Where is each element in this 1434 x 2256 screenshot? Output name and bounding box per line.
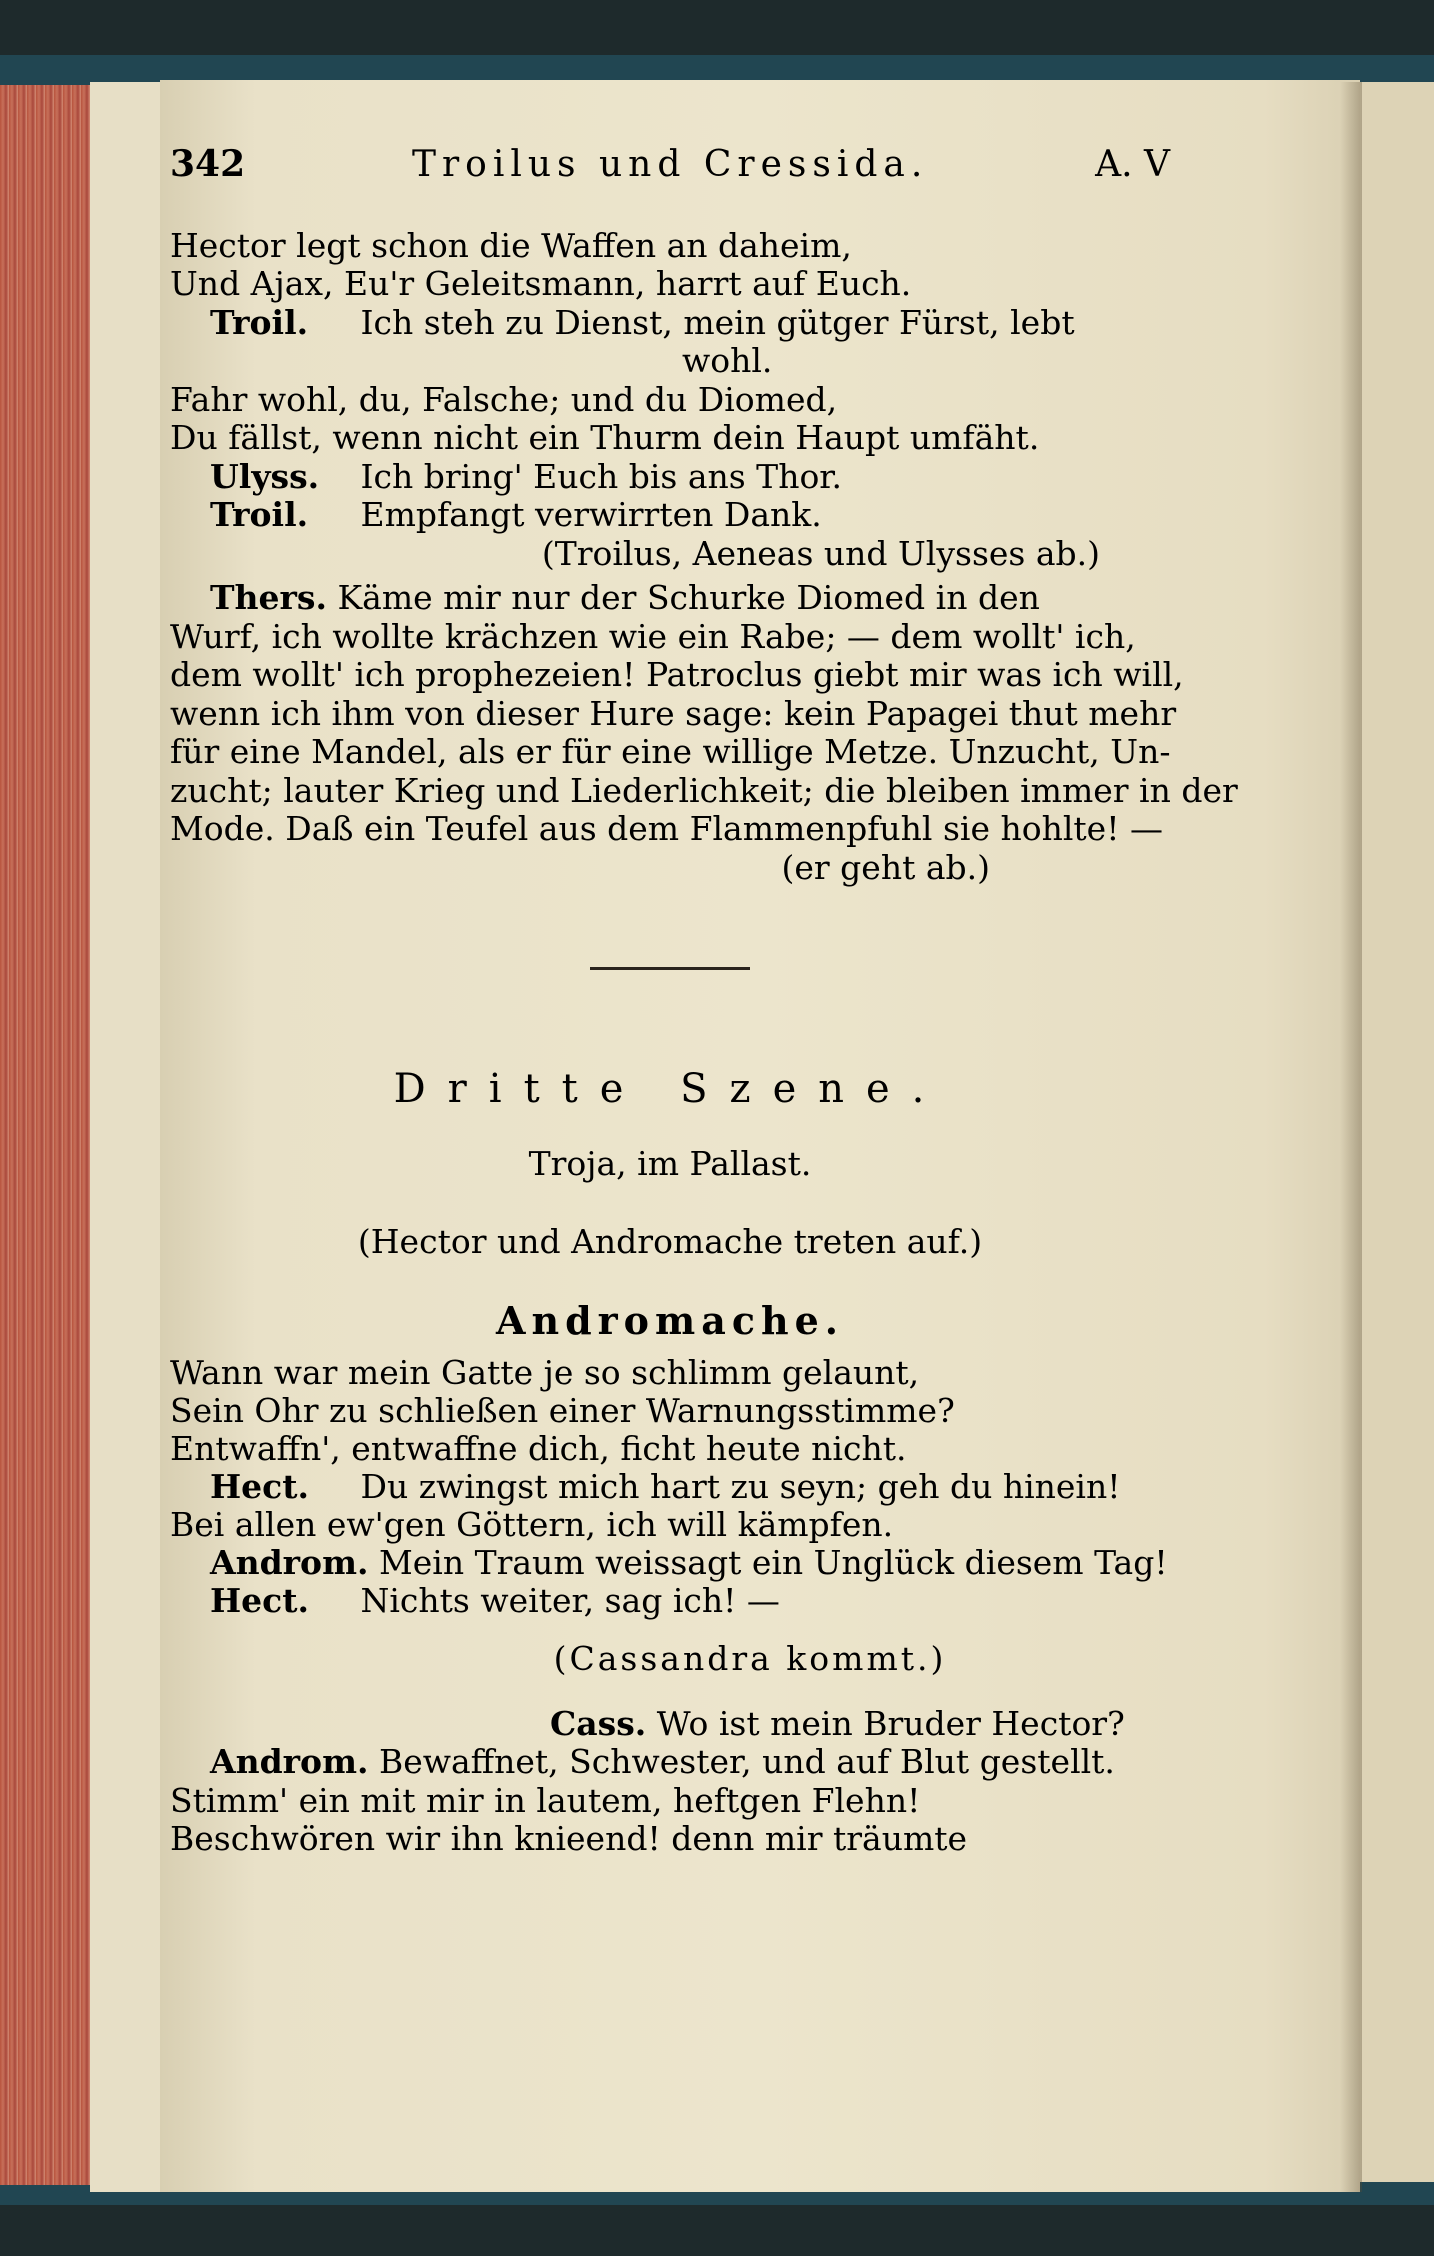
speaker-name: Hect.	[210, 1467, 309, 1506]
page-number: 342	[170, 143, 246, 185]
speaker-name: Thers.	[210, 578, 327, 617]
dialog-line	[170, 304, 1170, 343]
speech-text: Wo ist mein Bruder Hector?	[656, 1703, 1125, 1743]
verse-line: Bei allen ew'gen Göttern, ich will kämpfen.	[170, 1505, 894, 1544]
dialog-line	[170, 1544, 1170, 1582]
gutter-shadow	[1340, 82, 1362, 2192]
act-label: A. V	[1095, 144, 1170, 185]
speech-text: Empfangt verwirrten Dank.	[360, 495, 822, 534]
prose-line	[170, 579, 1170, 618]
speaker-heading: Andromache.	[495, 1297, 845, 1343]
prose-line: Wurf, ich wollte krächzen wie ein Rabe; — dem wollt' ich,	[170, 616, 1136, 656]
dialog-line	[170, 458, 1170, 497]
scene-title: Dritte Szene.	[393, 1066, 947, 1112]
speech-text: Ich bring' Euch bis ans Thor.	[360, 456, 842, 496]
prose-line: zucht; lauter Krieg und Liederlichkeit; die bleiben immer in der	[170, 770, 1238, 810]
dialog-line	[170, 1582, 1170, 1620]
speaker-name: Cass.	[550, 1703, 647, 1743]
speaker-name: Androm.	[210, 1742, 369, 1781]
speech-text: Käme mir nur der Schurke Diomed in den	[337, 578, 1040, 617]
verse-line: Sein Ohr zu schließen einer Warnungsstimme?	[170, 1391, 955, 1430]
verse-line: Und Ajax, Eu'r Geleitsmann, harrt auf Euch.	[170, 264, 912, 303]
verse-line: Entwaffn', entwaffne dich, ficht heute nicht.	[170, 1429, 907, 1468]
dialog-line	[170, 496, 1170, 535]
speaker-name: Troil.	[210, 302, 309, 342]
stage-direction: (Hector und Andromache treten auf.)	[357, 1222, 983, 1261]
speech-text: Mein Traum weissagt ein Unglück diesem Tag!	[378, 1543, 1168, 1582]
speech-text: Du zwingst mich hart zu seyn; geh du hinein!	[360, 1467, 1121, 1506]
stage-direction: (Troilus, Aeneas und Ulysses ab.)	[541, 533, 1100, 573]
prose-line: Mode. Daß ein Teufel aus dem Flammenpfuhl sie hohlte! —	[170, 809, 1163, 848]
prose-line: dem wollt' ich prophezeien! Patroclus giebt mir was ich will,	[170, 655, 1184, 694]
prose-line: wenn ich ihm von dieser Hure sage: kein Papagei thut mehr	[170, 693, 1177, 733]
verse-line: Wann war mein Gatte je so schlimm gelaunt,	[170, 1353, 920, 1392]
stage-direction: (Cassandra kommt.)	[553, 1639, 947, 1678]
prose-line: für eine Mandel, als er für eine willige Metze. Unzucht, Un-	[170, 732, 1171, 771]
verse-continuation: wohl.	[682, 341, 773, 380]
facing-page	[1358, 82, 1434, 2182]
verse-line: Du fällst, wenn nicht ein Thurm dein Haupt umfäht.	[170, 418, 1040, 457]
verse-line: Stimm' ein mit mir in lautem, heftgen Flehn!	[170, 1780, 921, 1820]
running-title: Troilus und Cressida.	[411, 144, 929, 185]
verse-line: Beschwören wir ihn knieend! denn mir träumte	[170, 1819, 968, 1858]
prose-speech	[170, 578, 1238, 849]
speaker-name: Ulyss.	[210, 456, 320, 496]
speech-text: Ich steh zu Dienst, mein gütger Fürst, lebt	[360, 302, 1075, 342]
speaker-name: Troil.	[210, 495, 309, 534]
verse-line: Fahr wohl, du, Falsche; und du Diomed,	[170, 379, 838, 419]
speech-text: Nichts weiter, sag ich! —	[360, 1581, 780, 1620]
verse-block	[170, 1354, 1170, 1620]
verse-line: Hector legt schon die Waffen an daheim,	[170, 225, 852, 265]
page-content	[170, 143, 1238, 2065]
scene-place: Troja, im Pallast.	[528, 1143, 812, 1183]
section-divider	[590, 967, 750, 970]
speech-text: Bewaffnet, Schwester, und auf Blut gestellt.	[378, 1742, 1115, 1781]
speaker-name: Hect.	[210, 1581, 309, 1620]
dialog-line	[170, 1705, 1170, 1744]
dialog-line	[170, 1743, 1170, 1782]
stage-direction: (er geht ab.)	[781, 847, 990, 887]
running-header	[170, 145, 1170, 185]
speaker-name: Androm.	[210, 1543, 369, 1582]
dialog-line	[170, 1468, 1170, 1506]
